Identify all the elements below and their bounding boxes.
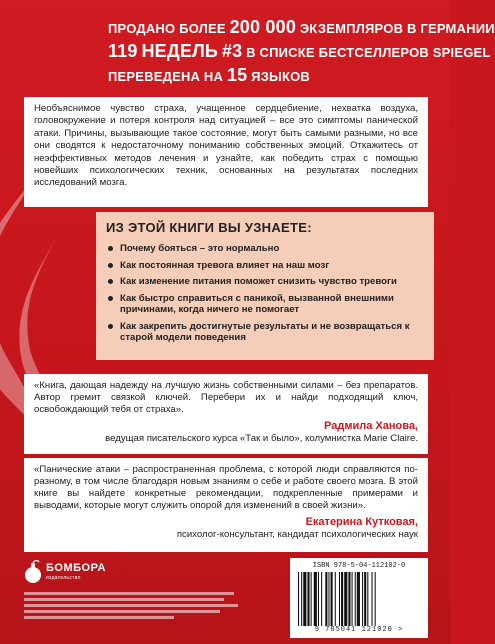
barcode-bar <box>364 572 366 626</box>
barcode-bar <box>344 572 347 626</box>
barcode-bar <box>335 572 336 626</box>
barcode-bar <box>341 572 343 626</box>
barcode-bar <box>328 572 329 626</box>
barcode-bar <box>348 572 350 626</box>
barcode-icon <box>296 572 420 626</box>
learn-list-item <box>106 260 424 272</box>
review-quote <box>24 458 428 552</box>
barcode-bar <box>311 572 312 626</box>
barcode-bar <box>303 572 306 626</box>
quote-author-position: психолог-консультант, кандидат психологических наук <box>176 529 418 540</box>
barcode-bar <box>301 572 302 626</box>
footer <box>24 558 428 636</box>
quote-text: «Панические атаки – распространенная проблема, с которой люди справляются по-разному, в том числе благодаря новым знаниям о себе и работе своего мозга. В этой книге вы найдете конкретные рекомендации, подкрепленные примерами и выводами, которые могут служить опорой для изменений в своей жизни». <box>34 464 418 511</box>
barcode-bar <box>367 572 368 626</box>
learn-item-text: Как закрепить достигнутые результаты и не возвращаться к старой модели поведения <box>120 320 410 343</box>
quote-text: «Книга, дающая надежду на лучшую жизнь собственными силами – без препаратов. Автор гремит связкой ключей. Перебери их и найди подходящий ключ, освобождающий тебя от страха». <box>34 380 418 415</box>
promo-text: В СПИСКЕ БЕСТСЕЛЛЕРОВ SPIEGEL <box>246 45 491 60</box>
promo-text: НЕДЕЛЬ <box>141 41 219 61</box>
bullet-icon <box>108 324 113 329</box>
learn-list-item <box>106 321 424 344</box>
learn-list-item <box>106 276 424 288</box>
publisher-sub: издательство <box>46 575 81 581</box>
barcode-bar <box>321 572 322 626</box>
bomb-icon <box>24 560 42 584</box>
promo-number: 200 000 <box>229 17 297 37</box>
learn-item-text: Как постоянная тревога влияет на наш мозг <box>120 259 330 271</box>
learn-title: ИЗ ЭТОЙ КНИГИ ВЫ УЗНАЕТЕ: <box>106 220 312 235</box>
barcode-bar <box>375 572 376 626</box>
bullet-icon <box>108 263 113 268</box>
barcode-bar <box>355 572 356 626</box>
promo-translations-line <box>108 64 438 88</box>
barcode-bar <box>331 572 333 626</box>
learn-list-item <box>106 243 424 255</box>
barcode-bar <box>325 572 327 626</box>
quote-author-position: ведущая писательского курса «Так и было», колумнистка Marie Claire. <box>105 433 418 444</box>
promo-text: ЯЗЫКОВ <box>251 69 311 84</box>
barcode-block <box>290 558 428 638</box>
barcode-bar <box>372 572 373 626</box>
promo-rank: #3 <box>221 41 243 61</box>
review-quote <box>24 374 428 454</box>
barcode-bar <box>357 572 360 626</box>
promo-number: 15 <box>226 65 248 85</box>
barcode-bar <box>307 572 309 626</box>
quote-author: Радмила Ханова, <box>324 420 418 432</box>
barcode-bar <box>314 572 317 626</box>
promo-number: 119 <box>108 41 138 61</box>
promo-bestseller-line <box>108 40 491 64</box>
imprint-fineprint <box>24 592 244 626</box>
promo-sales-line <box>108 16 495 40</box>
bullet-icon <box>108 246 113 251</box>
barcode-digits: 9 785041 121020 > <box>314 626 404 634</box>
bullet-icon <box>108 296 113 301</box>
barcode-bar <box>352 572 353 626</box>
learn-panel <box>96 212 434 360</box>
isbn-text: ISBN 978-5-04-112102-0 <box>312 562 406 570</box>
bullet-icon <box>108 279 113 284</box>
learn-list-item <box>106 293 424 316</box>
learn-item-text: Как изменение питания поможет снизить чувство тревоги <box>120 276 397 287</box>
publisher-name: БОМБОРА <box>46 562 106 574</box>
barcode-bar <box>339 572 340 626</box>
learn-item-text: Как быстро справиться с паникой, вызванной внешними причинами, когда ничего не помогает <box>120 292 394 315</box>
quote-author: Екатерина Кутковая, <box>305 516 418 528</box>
promo-text: ПЕРЕВЕДЕНА НА <box>108 69 224 84</box>
barcode-bar <box>362 572 363 626</box>
learn-list <box>106 243 424 344</box>
barcode-bar <box>318 572 319 626</box>
promo-text: ПРОДАНО БОЛЕЕ <box>108 21 226 36</box>
publisher-logo <box>24 560 174 588</box>
learn-item-text: Почему бояться – это нормально <box>120 243 280 254</box>
intro-paragraph: Необъяснимое чувство страха, учащенное сердцебиение, нехватка воздуха, головокружение и потеря контроля над ситуацией – все это симптомы панической атаки. Причины, вызывающие такое состояние, могут быть самыми разными, но все они сводятся к недостаточному пониманию собственных эмоций. Откажитесь от неэффективных методов лечения и узнайте, как победить страх с помощью новейших психологических техник, основанных на результатах последних исследований мозга. <box>24 97 428 207</box>
barcode-bar <box>298 572 299 626</box>
promo-text: ЭКЗЕМПЛЯРОВ В ГЕРМАНИИ <box>299 21 495 36</box>
promo-block <box>108 16 495 88</box>
